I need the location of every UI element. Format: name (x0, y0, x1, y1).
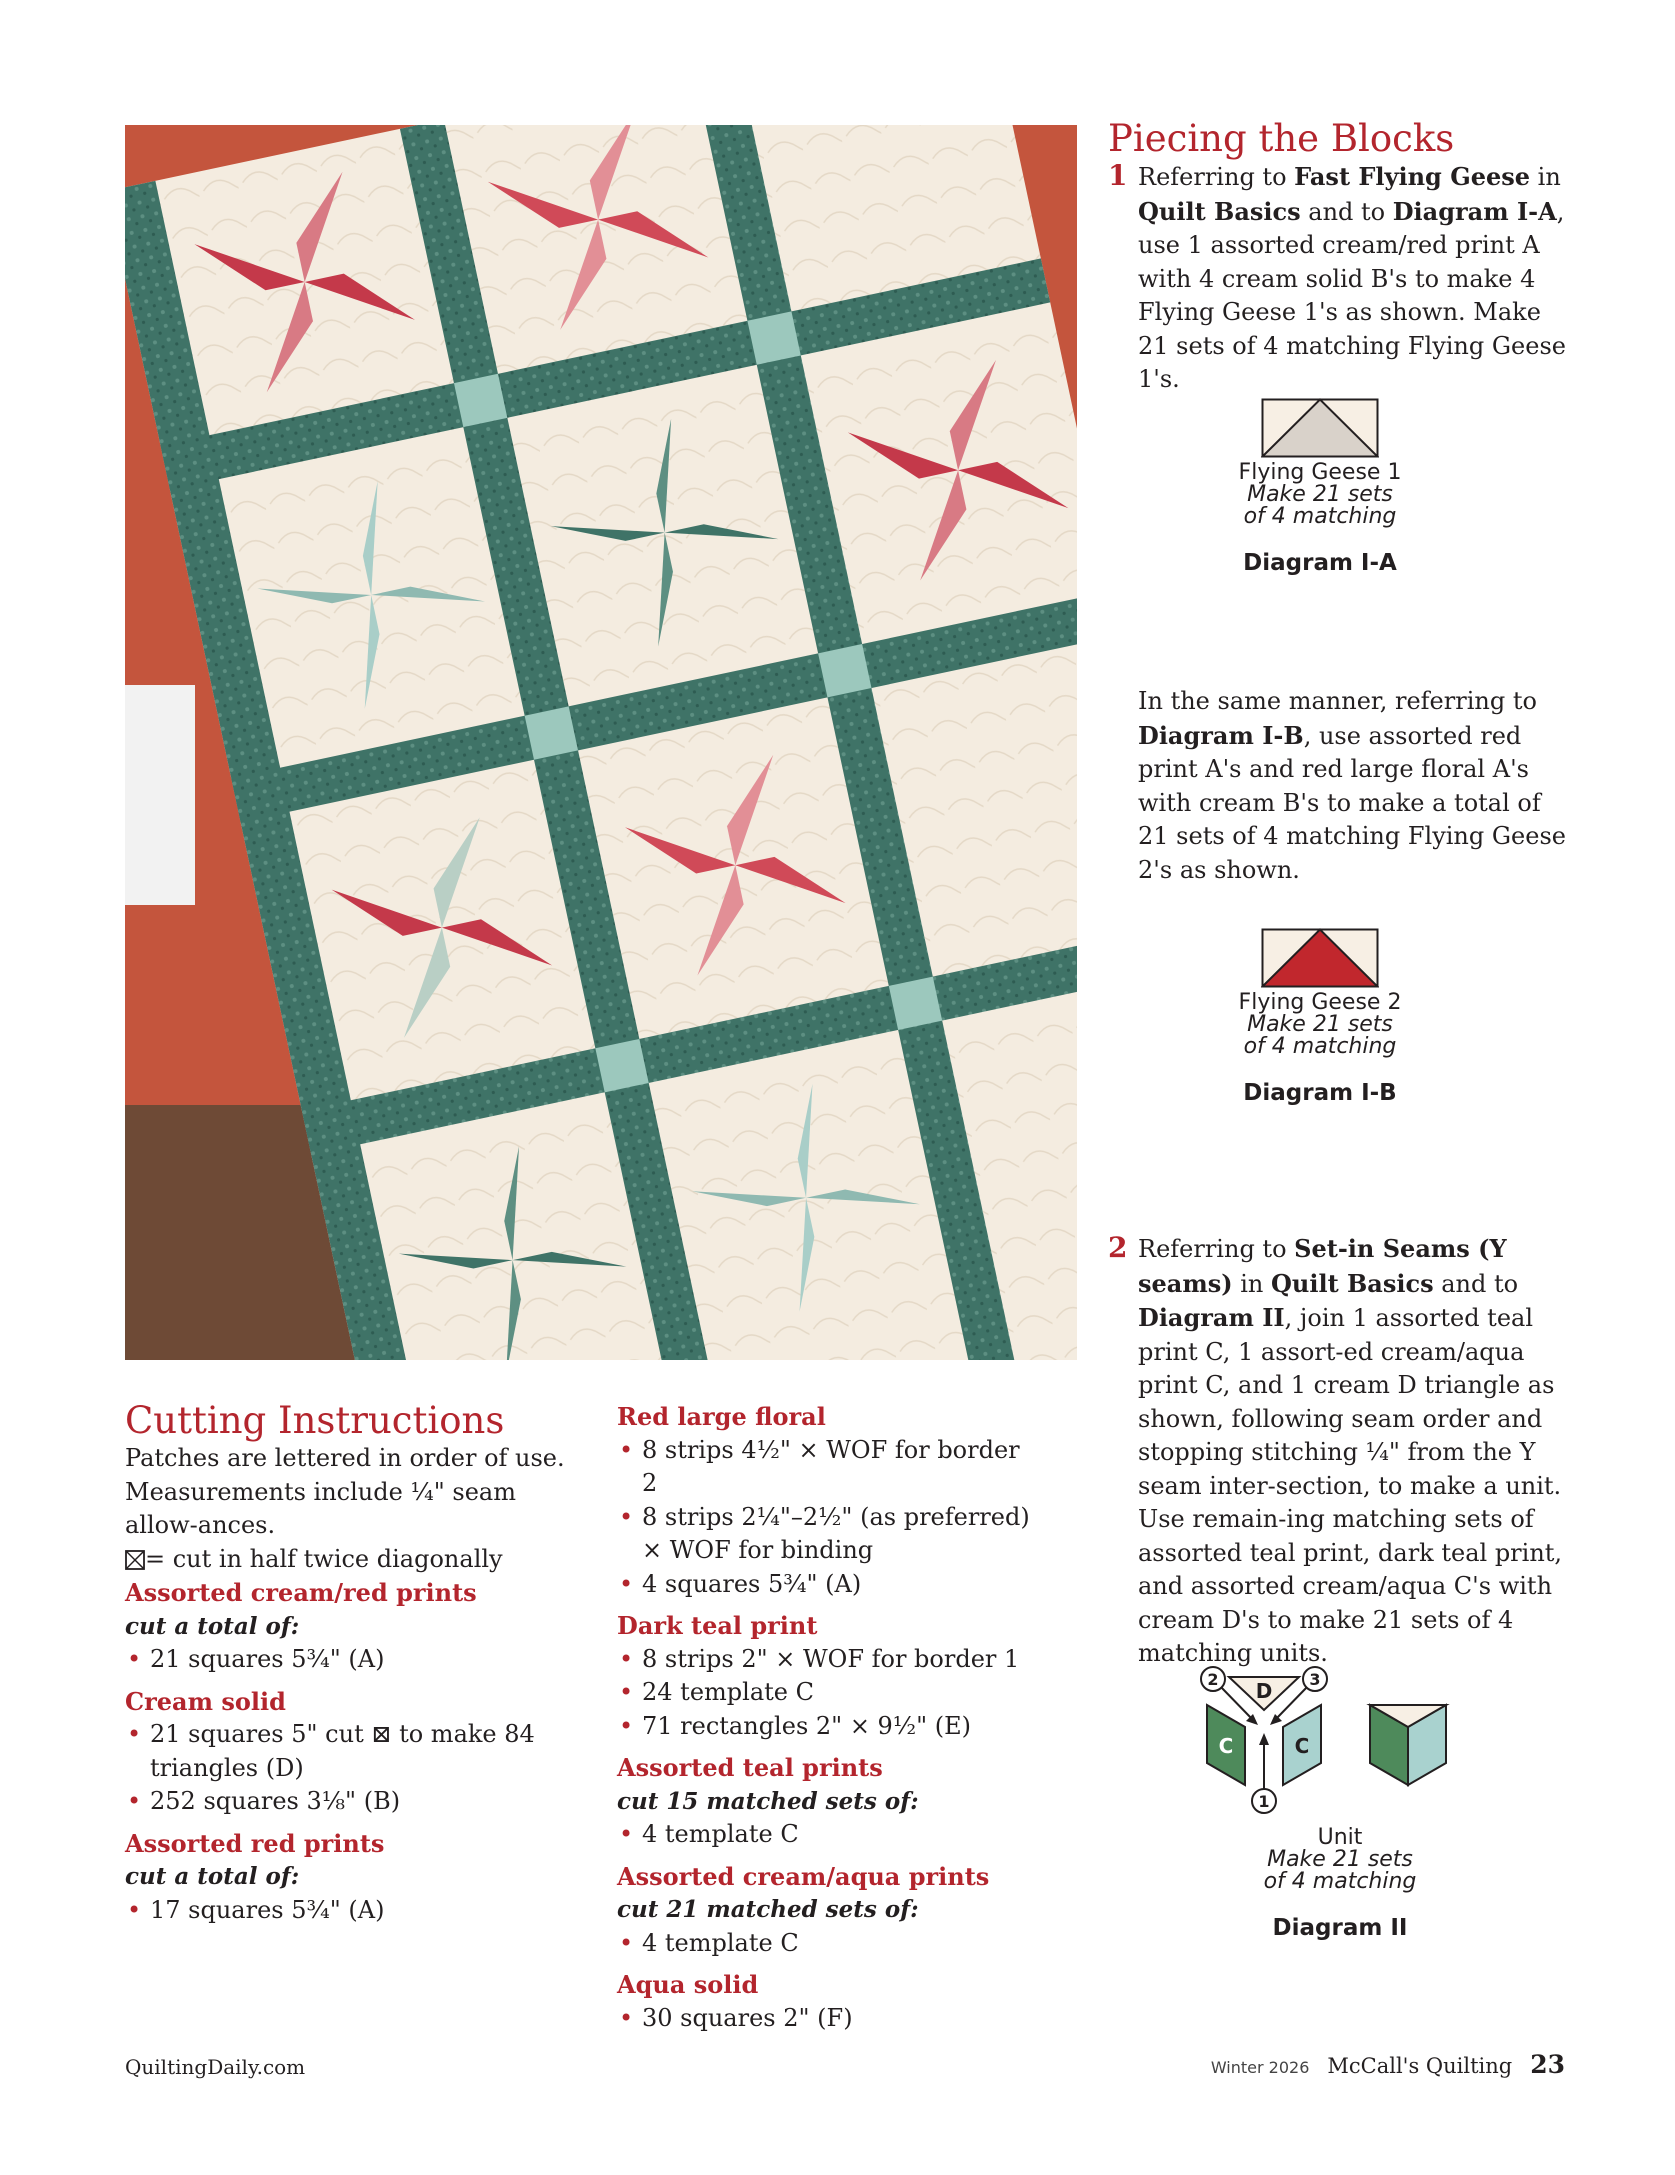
diagram-ia-title: Diagram I-A (1243, 550, 1397, 576)
step-1-text-e: and to (1300, 197, 1393, 226)
flying-geese-1-icon (1261, 398, 1379, 458)
diagram-ia-note2: of 4 matching (1243, 504, 1397, 529)
cutting-list-item: • 71 rectangles 2" × 9½" (E) (617, 1710, 1037, 1744)
step-1-text-a: Referring to (1138, 163, 1295, 191)
footer-site[interactable]: QuiltingDaily.com (125, 2055, 306, 2079)
cutting-list-item: • 4 template C (617, 1818, 1037, 1852)
diagram-ii-label: Unit (1317, 1825, 1363, 1850)
para2-ref-diagram-ib: Diagram I-B (1138, 720, 1304, 750)
step-2-text-c: in (1232, 1269, 1271, 1298)
cutting-legend-text: = cut in half twice diagonally (145, 1544, 503, 1573)
footer-magazine: McCall's Quilting (1327, 2054, 1513, 2078)
cutting-column-1 (125, 1400, 575, 1927)
cut-diagonal-icon (125, 1550, 145, 1570)
cutting-group-heading: Dark teal print (617, 1611, 818, 1640)
diagram-ii-letter-c-left: C (1218, 1734, 1234, 1758)
cutting-list-item: • 8 strips 2" × WOF for border 1 (617, 1643, 1037, 1677)
cutting-group-list (125, 1643, 575, 1677)
diagram-ib-note1: Make 21 sets (1247, 1012, 1393, 1037)
cutting-group-list (125, 1718, 575, 1819)
cutting-list-item: • 4 squares 5¾" (A) (617, 1568, 1037, 1602)
step-1 (1108, 160, 1578, 397)
piecing-paragraph-2 (1108, 685, 1578, 887)
cutting-groups-1 (125, 1576, 575, 1927)
cutting-column-2 (617, 1400, 1037, 2035)
y-seam-unit-icon (1195, 1665, 1485, 1815)
cutting-list-item: • 8 strips 2¼"–2½" (as preferred) × WOF for binding (617, 1501, 1037, 1568)
cutting-group-note: cut a total of: (125, 1612, 300, 1640)
step-2-text-g: , join 1 assorted teal print C, 1 assort-ed cream/aqua print C, and 1 cream D triangle as shown, following seam order and stopping stitching ¼" from the Y seam inter-section, to make a unit. Use remain-ing matching sets of assorted teal print, dark teal print, and assorted cream/aqua C's with cream D's to make 21 sets of 4 matching units. (1138, 1304, 1563, 1667)
footer-right (1211, 2050, 1565, 2079)
diagram-ii-letter-c-right: C (1294, 1734, 1310, 1758)
cutting-group-note: cut 15 matched sets of: (617, 1787, 919, 1815)
step-2-ref-quilt-basics: Quilt Basics (1270, 1268, 1434, 1298)
diagram-ia-note1: Make 21 sets (1247, 482, 1393, 507)
cutting-list-item: • 17 squares 5¾" (A) (125, 1894, 575, 1928)
quilt-photo (125, 125, 1077, 1360)
cutting-group-heading: Cream solid (125, 1686, 286, 1716)
cutting-group-heading: Red large floral (617, 1402, 826, 1431)
footer-issue: Winter 2026 (1210, 2058, 1310, 2077)
para2-text-c: , use assorted red print A's and red large floral A's with cream B's to make a total of 21 sets of 4 matching Flying Geese 2's as shown. (1138, 721, 1566, 884)
cutting-group-note: cut a total of: (125, 1863, 300, 1890)
cutting-intro: Patches are lettered in order of use. Measurements include ¼" seam allow-ances. (125, 1444, 565, 1539)
cutting-group-heading: Assorted red prints (125, 1828, 385, 1858)
step-1-number: 1 (1108, 159, 1128, 192)
flying-geese-2-icon (1261, 928, 1379, 988)
step-2-text-a: Referring to (1138, 1235, 1295, 1263)
step-2-ref-diagram-ii: Diagram II (1138, 1303, 1285, 1332)
para2-text-a: In the same manner, referring to (1138, 687, 1537, 715)
cutting-list-item: • 30 squares 2" (F) (617, 2002, 1037, 2036)
diagram-ib (1220, 928, 1420, 1106)
step-2-ref-set-in-seams: Set-in Seams (Y seams) (1138, 1234, 1507, 1298)
cutting-group-heading: Aqua solid (617, 1970, 759, 1999)
cutting-group-list (617, 1927, 1037, 1961)
diagram-ib-note2: of 4 matching (1243, 1034, 1397, 1059)
cutting-list-item: • 4 template C (617, 1927, 1037, 1961)
diagram-ii-note2: of 4 matching (1263, 1869, 1417, 1894)
cutting-group-list (125, 1894, 575, 1928)
step-1-ref-diagram-ia: Diagram I-A (1392, 196, 1557, 226)
diagram-ii-title: Diagram II (1272, 1915, 1408, 1941)
cutting-groups-2 (617, 1400, 1037, 2035)
cutting-list-item: • 24 template C (617, 1676, 1037, 1710)
step-2-number: 2 (1108, 1231, 1128, 1264)
cutting-group-list (617, 1434, 1037, 1602)
diagram-ii-note1: Make 21 sets (1267, 1847, 1413, 1872)
diagram-ia (1220, 398, 1420, 576)
cutting-group-list (617, 1818, 1037, 1852)
cutting-group-list (617, 2002, 1037, 2036)
diagram-ib-label: Flying Geese 2 (1238, 990, 1402, 1015)
footer-page-number: 23 (1530, 2050, 1565, 2079)
cutting-group-heading: Assorted cream/red prints (125, 1578, 477, 1607)
step-2 (1108, 1232, 1578, 1671)
step-1-text-c: in (1530, 163, 1561, 191)
diagram-ia-label: Flying Geese 1 (1238, 460, 1402, 485)
diagram-ii-letter-d: D (1255, 1679, 1273, 1703)
cutting-group-heading: Assorted cream/aqua prints (617, 1861, 990, 1891)
diagram-ii-num-1: 1 (1258, 1792, 1270, 1811)
piecing-section (1108, 118, 1578, 397)
diagram-ii-num-3: 3 (1309, 1670, 1321, 1689)
cutting-legend (125, 1543, 575, 1577)
cutting-list-item: • 21 squares 5" cut ⊠ to make 84 triangles (D) (125, 1718, 575, 1785)
cutting-title: Cutting Instructions (125, 1399, 505, 1442)
cutting-group-heading: Assorted teal prints (617, 1753, 883, 1782)
diagram-ii-num-2: 2 (1207, 1670, 1219, 1689)
diagram-ii (1195, 1665, 1485, 1941)
step-1-ref-quilt-basics: Quilt Basics (1138, 196, 1301, 226)
cutting-group-list (617, 1643, 1037, 1744)
cutting-list-item: • 21 squares 5¾" (A) (125, 1643, 575, 1677)
piecing-title: Piecing the Blocks (1108, 117, 1455, 160)
step-1-text-g: , use 1 assorted cream/red print A with 4 cream solid B's to make 4 Flying Geese 1's as shown. Make 21 sets of 4 matching Flying Geese 1's. (1138, 197, 1566, 393)
cutting-list-item: • 252 squares 3⅛" (B) (125, 1785, 575, 1819)
step-2-text-e: and to (1433, 1269, 1519, 1298)
cutting-list-item: • 8 strips 4½" × WOF for border 2 (617, 1434, 1037, 1501)
step-1-ref-fast-flying-geese: Fast Flying Geese (1294, 162, 1531, 191)
diagram-ib-title: Diagram I-B (1243, 1080, 1397, 1106)
cutting-group-note: cut 21 matched sets of: (617, 1896, 919, 1923)
